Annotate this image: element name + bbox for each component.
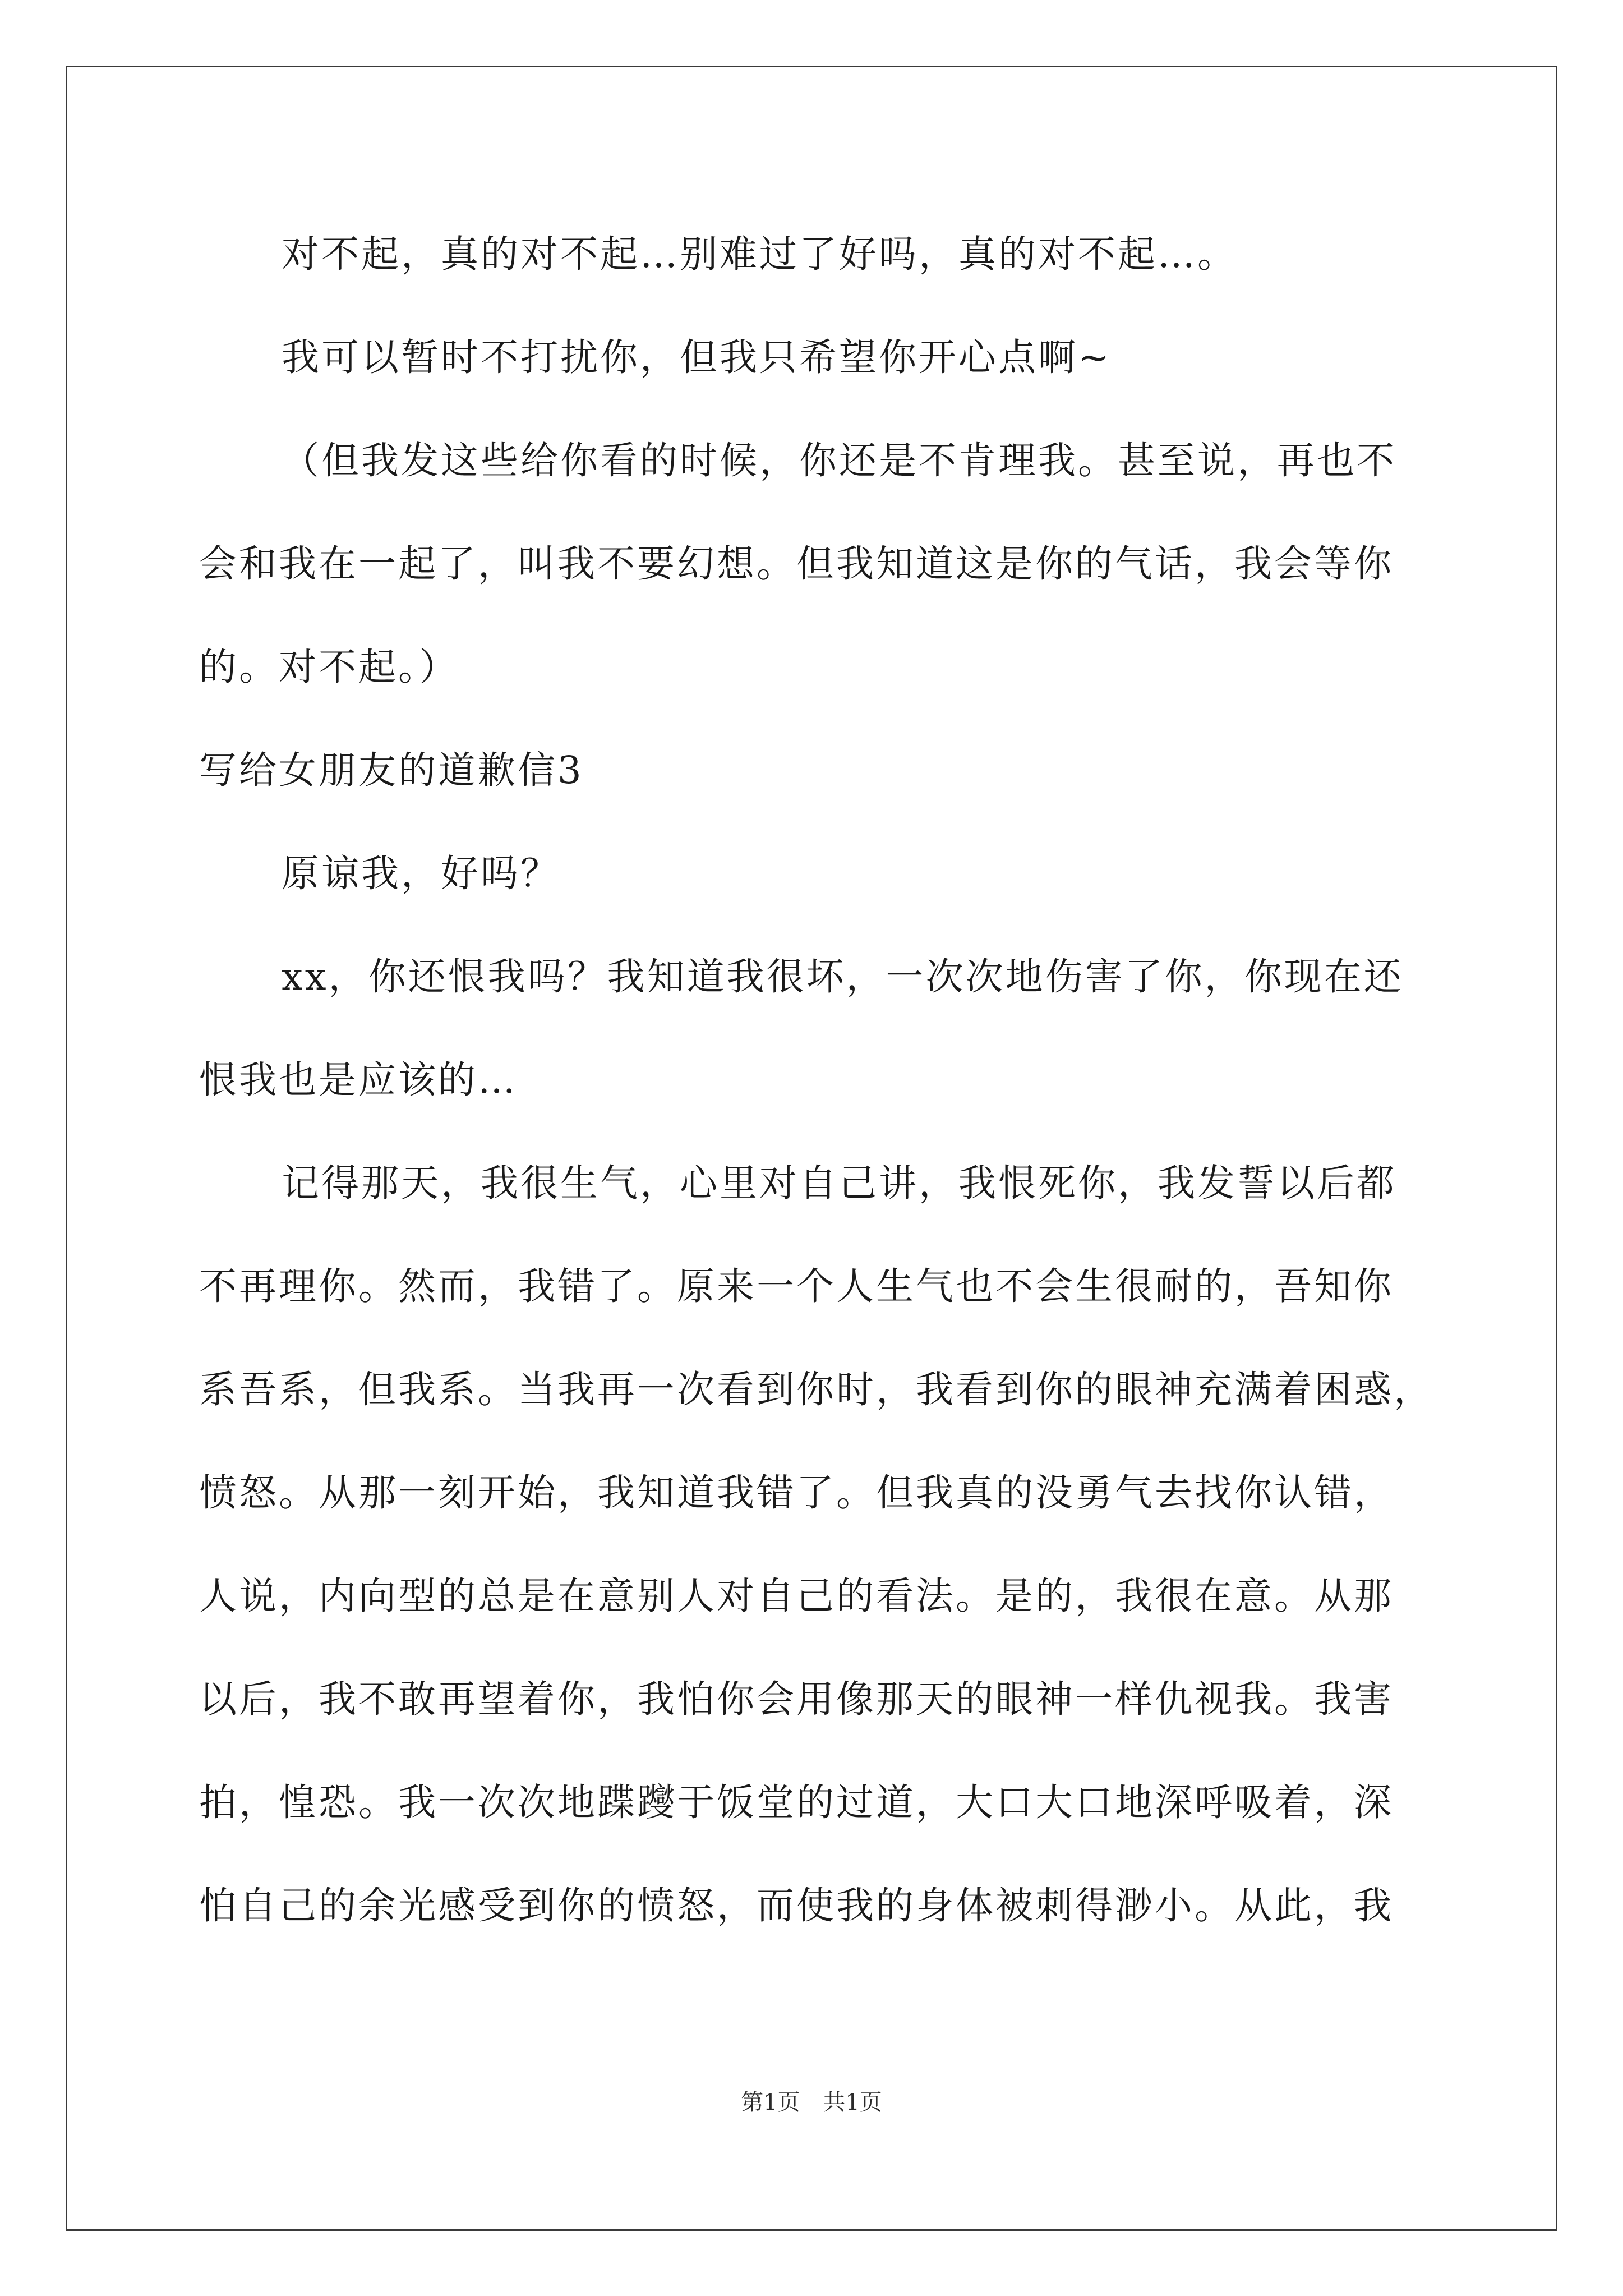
page-number-current: 第1页 [741, 2090, 800, 2115]
paragraph-line-5: 的。对不起。） [199, 645, 459, 689]
paragraph-line-15: 以后，我不敢再望着你，我怕你会用像那天的眼神一样仇视我。我害 [199, 1677, 1394, 1721]
paragraph-line-14: 人说，内向型的总是在意别人对自己的看法。是的，我很在意。从那 [199, 1574, 1394, 1618]
paragraph-line-1: 对不起，真的对不起…别难过了好吗，真的对不起…。 [282, 232, 1237, 276]
paragraph-line-3: （但我发这些给你看的时候，你还是不肯理我。甚至说，再也不 [282, 439, 1396, 482]
page-number-total: 共1页 [823, 2090, 882, 2115]
page-footer [0, 2086, 1623, 2119]
paragraph-line-8: xx，你还恨我吗？我知道我很坏，一次次地伤害了你，你现在还 [282, 955, 1404, 999]
paragraph-line-11: 不再理你。然而，我错了。原来一个人生气也不会生很耐的，吾知你 [199, 1264, 1394, 1308]
section-heading: 写给女朋友的道歉信3 [199, 748, 584, 792]
paragraph-line-16: 拍，惶恐。我一次次地蹀躞于饭堂的过道，大口大口地深呼吸着，深 [199, 1780, 1394, 1824]
paragraph-line-13: 愤怒。从那一刻开始，我知道我错了。但我真的没勇气去找你认错， [199, 1471, 1394, 1515]
paragraph-line-12: 系吾系，但我系。当我再一次看到你时，我看到你的眼神充满着困惑， [199, 1368, 1433, 1411]
paragraph-line-2: 我可以暂时不打扰你，但我只希望你开心点啊~ [282, 335, 1112, 379]
paragraph-line-4: 会和我在一起了，叫我不要幻想。但我知道这是你的气话，我会等你 [199, 542, 1394, 586]
paragraph-line-17: 怕自己的余光感受到你的愤怒，而使我的身体被刺得渺小。从此，我 [199, 1884, 1394, 1927]
paragraph-line-7: 原谅我，好吗？ [282, 852, 560, 895]
paragraph-line-9: 恨我也是应该的… [199, 1058, 518, 1102]
paragraph-line-10: 记得那天，我很生气，心里对自己讲，我恨死你，我发誓以后都 [282, 1161, 1396, 1205]
